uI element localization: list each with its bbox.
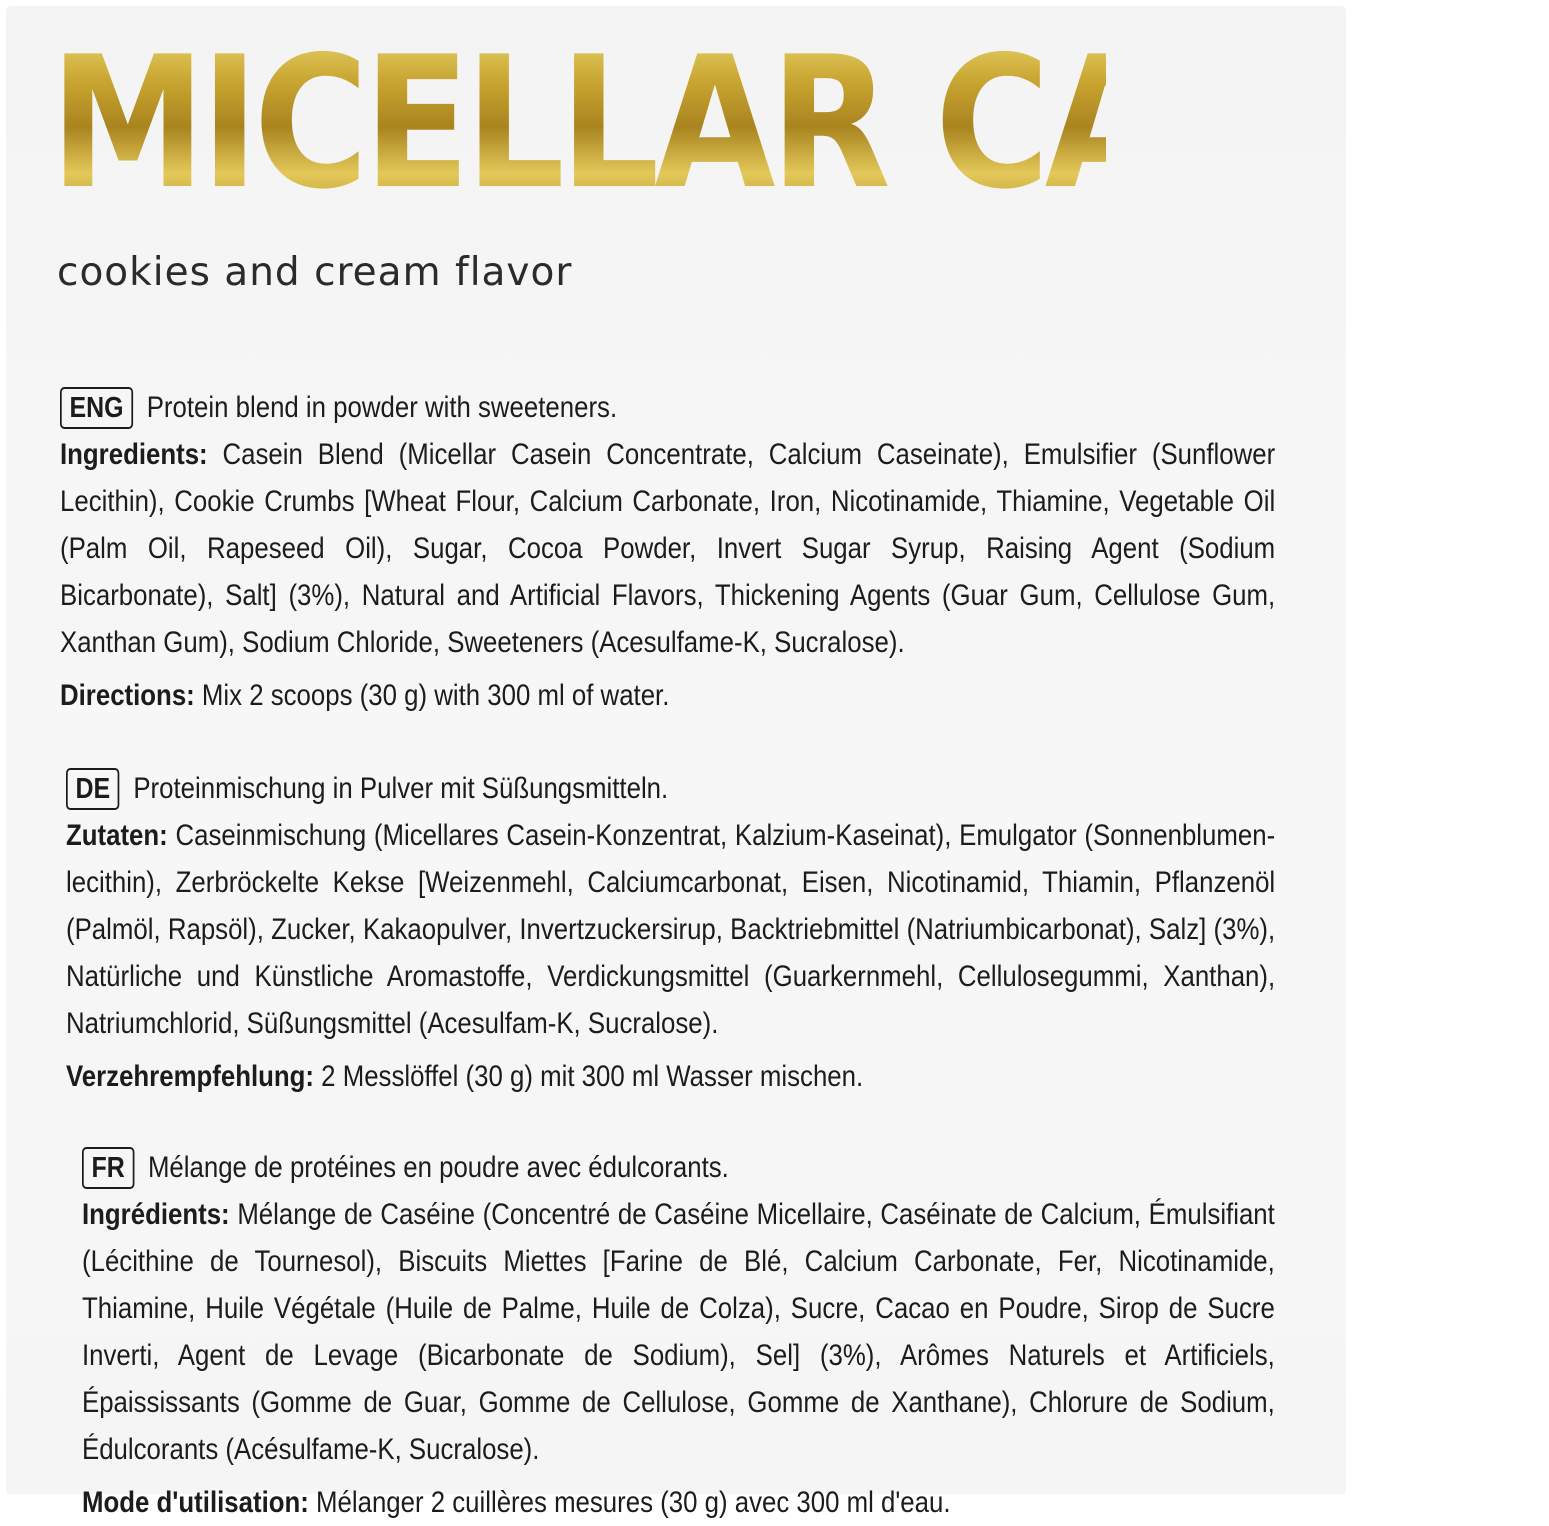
ingredients-label-eng: Ingredients:: [60, 438, 208, 471]
product-description-fr: Mélange de protéines en poudre avec édulcorants.: [147, 1151, 729, 1184]
ingredients-fr: [82, 1191, 1275, 1473]
flavor-subtitle: cookies and cream flavor: [57, 250, 573, 295]
directions-label-fr: Mode d'utilisation:: [82, 1486, 309, 1519]
language-badge-fr: FR: [82, 1147, 134, 1189]
section-english-header: [60, 384, 1105, 431]
ingredients-text-de: Caseinmischung (Micellares Casein-Konzentrat, Kalzium-Kaseinat), Emulgator (Sonnenblumen-lecithin), Zerbröckelte Kekse [Weizenmehl, Calciumcarbonat, Eisen, Nicotinamid, Thiamin, Pflanzenöl (Palmöl, Rapsöl), Zucker, Kakaopulver, Invertzuckersirup, Backtriebmittel (Natriumbicarbonat), Salz] (3%), Natürliche und Künstliche Aromastoffe, Verdickungsmittel (Guarkernmehl, Cellulosegummi, Xanthan), Natriumchlorid, Süßungsmittel (Acesulfam-K, Sucralose).: [66, 819, 1276, 1040]
language-badge-de: DE: [66, 768, 120, 810]
directions-label-de: Verzehrempfehlung:: [66, 1060, 315, 1093]
ingredients-label-de: Zutaten:: [66, 819, 168, 852]
section-french: [82, 1144, 1275, 1526]
directions-label-eng: Directions:: [60, 679, 195, 712]
directions-fr: [82, 1479, 1275, 1526]
ingredients-de: [66, 812, 1275, 1047]
directions-text-de: 2 Messlöffel (30 g) mit 300 ml Wasser mischen.: [314, 1060, 864, 1093]
product-description-eng: Protein blend in powder with sweeteners.: [146, 391, 618, 424]
ingredients-label-fr: Ingrédients:: [82, 1198, 230, 1231]
ingredients-eng: [60, 431, 1275, 666]
section-french-header: [82, 1144, 1108, 1191]
product-title: MICELLAR CASEIN: [50, 17, 1549, 229]
section-german: [66, 765, 1275, 1100]
directions-text-eng: Mix 2 scoops (30 g) with 300 ml of water.: [194, 679, 670, 712]
language-badge-eng: ENG: [60, 387, 133, 429]
directions-eng: [60, 672, 1275, 719]
ingredients-text-fr: Mélange de Caséine (Concentré de Caséine Micellaire, Caséinate de Calcium, Émulsifiant (Lécithine de Tournesol), Biscuits Miettes [Farine de Blé, Calcium Carbonate, Fer, Nicotinamide, Thiamine, Huile Végétale (Huile de Palme, Huile de Colza), Sucre, Cacao en Poudre, Sirop de Sucre Inverti, Agent de Levage (Bicarbonate de Sodium), Sel] (3%), Arômes Naturels et Artificiels, Épaississants (Gomme de Guar, Gomme de Cellulose, Gomme de Xanthane), Chlorure de Sodium, Édulcorants (Acésulfame-K, Sucralose).: [82, 1198, 1275, 1466]
ingredients-text-eng: Casein Blend (Micellar Casein Concentrate, Calcium Caseinate), Emulsifier (Sunflower Lecithin), Cookie Crumbs [Wheat Flour, Calcium Carbonate, Iron, Nicotinamide, Thiamine, Vegetable Oil (Palm Oil, Rapeseed Oil), Sugar, Cocoa Powder, Invert Sugar Syrup, Raising Agent (Sodium Bicarbonate), Salt] (3%), Natural and Artificial Flavors, Thickening Agents (Guar Gum, Cellulose Gum, Xanthan Gum), Sodium Chloride, Sweeteners (Acesulfame-K, Sucralose).: [60, 438, 1276, 659]
product-description-de: Proteinmischung in Pulver mit Süßungsmitteln.: [133, 772, 669, 805]
section-german-header: [66, 765, 1106, 812]
directions-de: [66, 1053, 1275, 1100]
section-english: [60, 384, 1275, 719]
directions-text-fr: Mélanger 2 cuillères mesures (30 g) avec 300 ml d'eau.: [308, 1486, 951, 1519]
